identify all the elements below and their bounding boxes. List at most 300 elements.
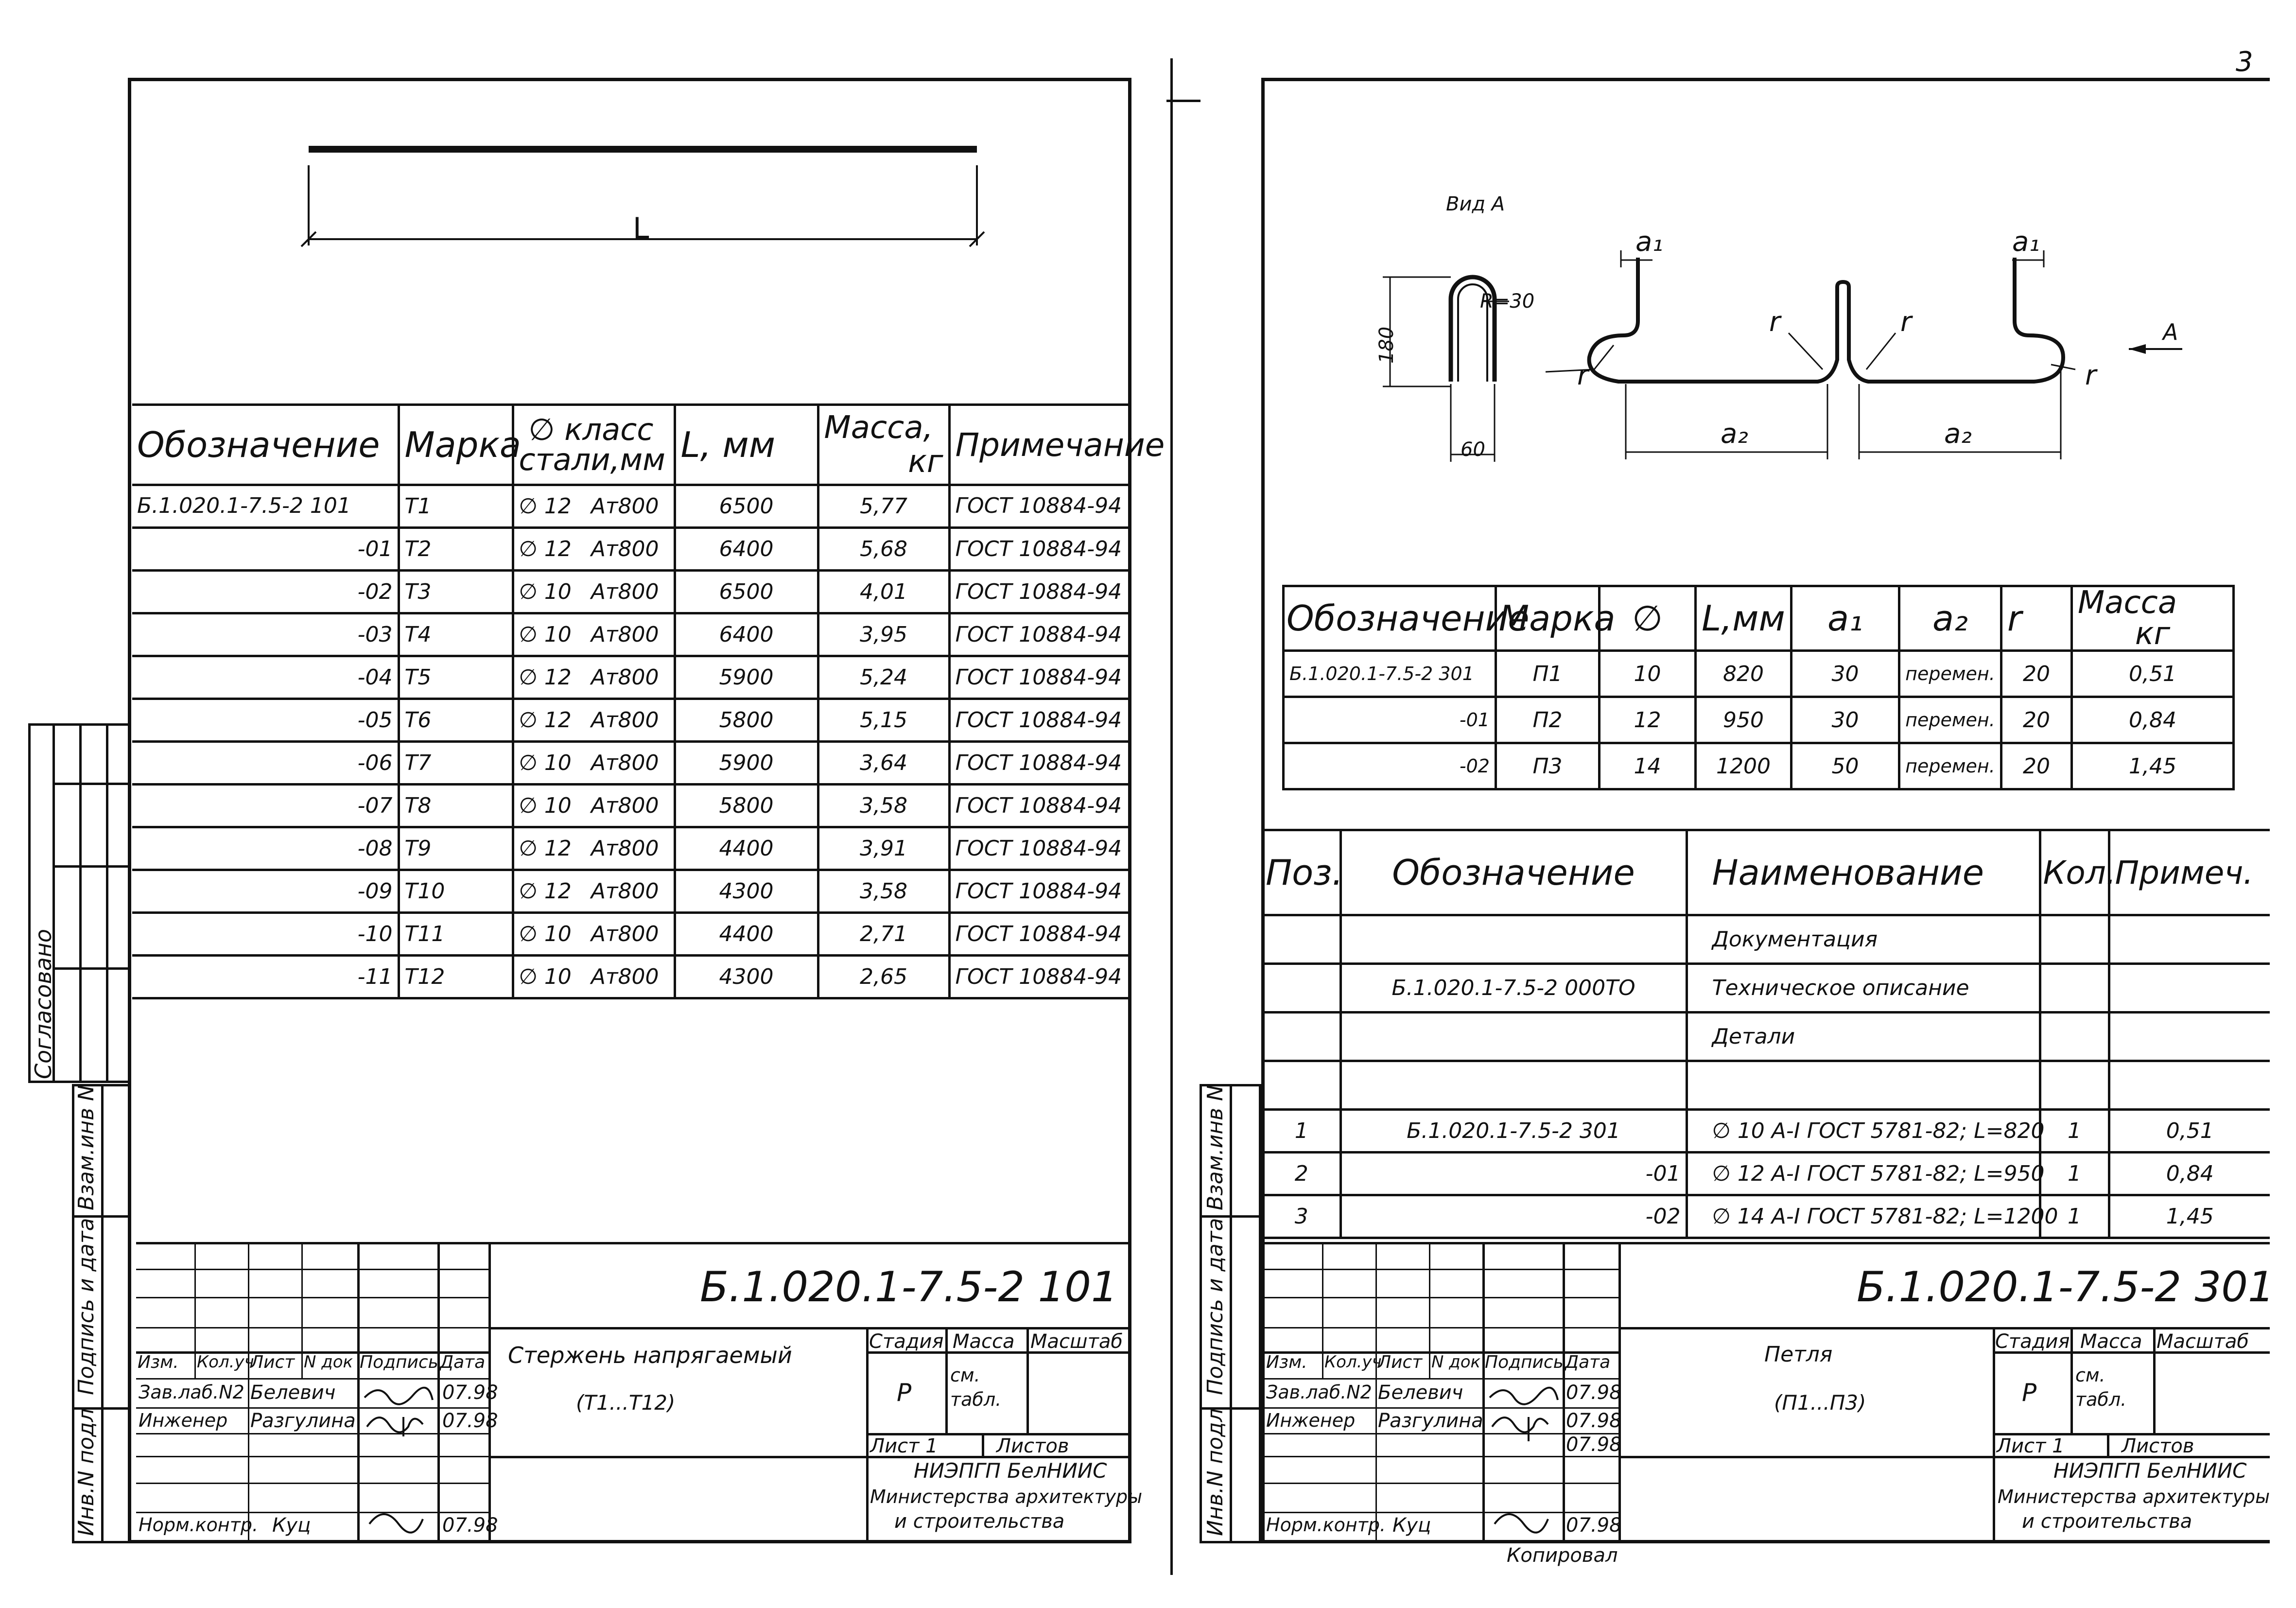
view-label: Вид А [1446, 193, 1505, 215]
dim-180: 180 [1375, 326, 1398, 364]
cell-mass: 5,24 [818, 656, 949, 699]
left-stage-hdr: Стадия [869, 1330, 944, 1353]
col-mark: Марка [399, 405, 513, 485]
approval-box-divider-2 [79, 723, 82, 1083]
table-row [1264, 915, 2270, 964]
left-item-title: Стержень напрягаемый [508, 1342, 792, 1368]
right-sig-row-7 [1264, 1433, 1618, 1434]
cell-steel: Ат800 [591, 793, 659, 818]
cell-dia-steel [513, 913, 675, 956]
cell-mass: 3,64 [818, 742, 949, 785]
left-date3: 07.98 [442, 1514, 498, 1537]
loop-col-mass-line2: кг [2135, 616, 2171, 652]
cell-designation: -07 [132, 785, 399, 827]
bars-table-body [132, 484, 1131, 999]
cell-dia-steel [513, 742, 675, 785]
right-sig-row-2 [1264, 1297, 1618, 1298]
col-dia-class-line1: ∅ класс [528, 412, 654, 447]
spec-cell-name: Техническое описание [1687, 964, 2040, 1013]
col-mass-line1: Масса, [824, 409, 933, 446]
loop-cell-designation: Б.1.020.1-7.5-2 301 [1284, 651, 1496, 697]
cell-note: ГОСТ 10884-94 [949, 485, 1131, 528]
cell-dia: ∅ 12 [519, 494, 572, 519]
left-sheet-label: Лист 1 [870, 1435, 938, 1457]
loop-col-r: r [2001, 586, 2072, 651]
loop-cell-dia: 12 [1600, 697, 1696, 743]
spec-cell-name: Детали [1687, 1013, 2040, 1061]
loop-cell-mark: П2 [1496, 697, 1600, 743]
spec-cell-qty: 1 [2040, 1195, 2109, 1238]
left-tb-sheets-left [982, 1433, 984, 1456]
cell-length: 6400 [675, 613, 818, 656]
left-tb-top [136, 1242, 1131, 1244]
cell-dia-steel [513, 571, 675, 613]
cell-steel: Ат800 [591, 537, 659, 561]
right-mass-val1: см. [2075, 1364, 2105, 1386]
cell-steel: Ат800 [591, 879, 659, 904]
loop-cell-mark: П3 [1496, 743, 1600, 789]
cell-dia: ∅ 10 [519, 922, 572, 946]
cell-note: ГОСТ 10884-94 [949, 571, 1131, 613]
loop-cell-r: 20 [2001, 651, 2072, 697]
spec-cell-qty: 1 [2040, 1110, 2109, 1153]
right-name3: Куц [1392, 1514, 1431, 1537]
cell-note: ГОСТ 10884-94 [949, 913, 1131, 956]
right-sig-row-6 [1264, 1407, 1618, 1409]
right-stage: Р [2022, 1379, 2037, 1407]
cell-mark: Т3 [399, 571, 513, 613]
left-side-stamp-row-1 [72, 1215, 131, 1218]
right-side-stamp-divider [1230, 1084, 1232, 1543]
left-hdr-kol: Кол.уч [197, 1352, 254, 1372]
approval-box-divider-3 [106, 723, 108, 1083]
col-dia-class [513, 405, 675, 485]
spec-cell-note: 0,84 [2109, 1153, 2270, 1195]
dim-60: 60 [1461, 438, 1485, 461]
loop-col-mass-line1: Масса [2078, 585, 2177, 621]
left-sig-col-3 [301, 1242, 303, 1378]
table-row [1284, 651, 2234, 697]
table-row [132, 699, 1131, 742]
right-mass-val2: табл. [2075, 1389, 2127, 1410]
dim-a2-left: a₂ [1721, 418, 1748, 450]
dim-r-2: r [1900, 306, 1912, 338]
right-doc-code: Б.1.020.1-7.5-2 301 [1857, 1263, 2275, 1311]
loop-cell-mark: П1 [1496, 651, 1600, 697]
cell-mass: 5,15 [818, 699, 949, 742]
left-date1: 07.98 [442, 1381, 498, 1404]
right-role1: Зав.лаб.N2 [1266, 1381, 1372, 1403]
cell-dia-steel [513, 785, 675, 827]
left-name2: Разгулина [250, 1410, 356, 1432]
dim-a1-right: a₁ [2012, 226, 2040, 258]
right-stage-hdr: Стадия [1995, 1330, 2070, 1353]
left-date2: 07.98 [442, 1410, 498, 1432]
dim-a2-right: a₂ [1944, 418, 1972, 450]
spec-cell-pos: 1 [1264, 1110, 1340, 1153]
spec-cell-qty: 1 [2040, 1153, 2109, 1195]
right-inv-orig-label: Инв.N подл [1203, 1408, 1228, 1536]
cell-length: 6500 [675, 485, 818, 528]
dim-R: R=30 [1480, 290, 1535, 313]
right-side-stamp-row-1 [1200, 1215, 1261, 1218]
view-arrow-label: А [2163, 319, 2178, 345]
right-role2: Инженер [1266, 1410, 1356, 1431]
left-org1: НИЭПГП БелНИИС [914, 1459, 1107, 1483]
cell-dia: ∅ 10 [519, 964, 572, 989]
table-row [132, 742, 1131, 785]
cell-dia-steel [513, 656, 675, 699]
loop-cell-r: 20 [2001, 743, 2072, 789]
bars-table [132, 403, 1165, 486]
right-tb-code-bottom [1618, 1327, 2270, 1329]
dim-r-1: r [1769, 306, 1781, 338]
cell-mark: Т11 [399, 913, 513, 956]
cell-dia-steel [513, 613, 675, 656]
loop-cell-r: 20 [2001, 697, 2072, 743]
cell-mark: Т4 [399, 613, 513, 656]
spec-cell-name [1687, 1061, 2040, 1110]
table-row [1284, 697, 2234, 743]
left-signatures [360, 1378, 437, 1543]
spec-cell-note [2109, 915, 2270, 964]
cell-steel: Ат800 [591, 494, 659, 519]
inv-orig-label: Инв.N подл [74, 1408, 99, 1536]
sheet-separator [1170, 58, 1173, 1575]
cell-designation: -06 [132, 742, 399, 785]
right-sig-row-9 [1264, 1483, 1618, 1484]
left-org3: и строительства [894, 1510, 1065, 1533]
loop-cell-designation: -02 [1284, 743, 1496, 789]
left-sig-row-1 [136, 1269, 488, 1270]
sign-date-label: Подпись и дата [74, 1218, 99, 1395]
cell-mass: 5,77 [818, 485, 949, 528]
cell-dia-steel [513, 827, 675, 870]
spec-cell-qty [2040, 964, 2109, 1013]
left-doc-code: Б.1.020.1-7.5-2 101 [700, 1263, 1118, 1311]
table-row [132, 613, 1131, 656]
left-tb-code-bottom [488, 1327, 1131, 1329]
col-note: Примечание [949, 405, 1131, 485]
right-sig-col-1 [1322, 1242, 1323, 1378]
cell-note: ГОСТ 10884-94 [949, 742, 1131, 785]
cell-dia: ∅ 12 [519, 665, 572, 690]
right-item-title: Петля [1764, 1342, 1833, 1367]
table-row [132, 571, 1131, 613]
spec-cell-pos: 3 [1264, 1195, 1340, 1238]
table-row [1264, 1110, 2270, 1153]
table-row [132, 870, 1131, 913]
cell-dia: ∅ 12 [519, 879, 572, 904]
cell-mass: 3,58 [818, 870, 949, 913]
cell-note: ГОСТ 10884-94 [949, 956, 1131, 998]
loop-cell-mass: 0,84 [2072, 697, 2234, 743]
cell-dia: ∅ 10 [519, 751, 572, 775]
left-side-stamp-divider [101, 1084, 104, 1543]
table-row [1264, 1153, 2270, 1195]
cell-length: 5800 [675, 699, 818, 742]
cell-dia-steel [513, 485, 675, 528]
loops-table [1282, 585, 2235, 790]
cell-length: 5900 [675, 656, 818, 699]
spec-cell-note [2109, 1061, 2270, 1110]
spec-cell-name: ∅ 14 А-I ГОСТ 5781-82; L=1200 [1687, 1195, 2040, 1238]
spec-table-header [1264, 830, 2270, 915]
right-sheet-tick [1166, 100, 1200, 102]
replace-inv-label: Взам.инв N [74, 1085, 99, 1210]
spec-cell-designation [1340, 1013, 1687, 1061]
cell-designation: -02 [132, 571, 399, 613]
cell-note: ГОСТ 10884-94 [949, 827, 1131, 870]
right-date3: 07.98 [1566, 1514, 1622, 1537]
spec-col-pos: Поз. [1264, 830, 1340, 915]
approval-box-row-2 [52, 865, 131, 868]
spec-cell-pos [1264, 1013, 1340, 1061]
left-role1: Зав.лаб.N2 [139, 1381, 244, 1403]
cell-mark: Т9 [399, 827, 513, 870]
cell-mark: Т10 [399, 870, 513, 913]
right-name2: Разгулина [1378, 1410, 1483, 1432]
cell-mass: 2,65 [818, 956, 949, 998]
right-tb-top [1264, 1242, 2270, 1244]
cell-designation: -08 [132, 827, 399, 870]
cell-note: ГОСТ 10884-94 [949, 656, 1131, 699]
spec-cell-qty [2040, 915, 2109, 964]
cell-length: 4400 [675, 827, 818, 870]
approval-box-row-3 [52, 967, 131, 970]
cell-steel: Ат800 [591, 622, 659, 647]
cell-dia: ∅ 10 [519, 793, 572, 818]
table-row [132, 485, 1131, 528]
right-hdr-list: Лист [1378, 1352, 1423, 1372]
spec-cell-note: 0,51 [2109, 1110, 2270, 1153]
right-signatures [1485, 1378, 1563, 1543]
loop-cell-length: 950 [1696, 697, 1792, 743]
right-sig-row-1 [1264, 1269, 1618, 1270]
spec-cell-name: Документация [1687, 915, 2040, 964]
cell-steel: Ат800 [591, 964, 659, 989]
cell-steel: Ат800 [591, 836, 659, 861]
cell-dia-steel [513, 870, 675, 913]
right-sig-col-5 [1563, 1242, 1565, 1543]
spec-table [1264, 829, 2270, 1239]
left-sig-col-5 [437, 1242, 440, 1543]
cell-dia-steel [513, 699, 675, 742]
loop-cell-a1: 50 [1792, 743, 1899, 789]
loops-table-header [1284, 586, 2234, 651]
right-hdr-date: Дата [1565, 1352, 1611, 1372]
right-sig-row-8 [1264, 1456, 1618, 1457]
right-hdr-sign: Подпись [1485, 1352, 1564, 1372]
bar-length-label: L [633, 211, 649, 245]
approval-box-row-1 [52, 783, 131, 785]
left-tb-scale-left [1026, 1327, 1029, 1433]
left-mass-hdr: Масса [953, 1330, 1015, 1353]
spec-cell-designation [1340, 1061, 1687, 1110]
spec-col-designation: Обозначение [1340, 830, 1687, 915]
cell-designation: -03 [132, 613, 399, 656]
cell-designation: -11 [132, 956, 399, 998]
left-mass-val2: табл. [950, 1389, 1002, 1410]
dim-r-3: r [1577, 360, 1589, 391]
left-name1: Белевич [250, 1381, 336, 1404]
loop-cell-dia: 14 [1600, 743, 1696, 789]
right-replace-inv-label: Взам.инв N [1203, 1085, 1228, 1210]
loop-col-length: L,мм [1696, 586, 1792, 651]
left-role3: Норм.контр. [139, 1514, 259, 1536]
spec-cell-designation: Б.1.020.1-7.5-2 301 [1340, 1110, 1687, 1153]
spec-cell-pos [1264, 964, 1340, 1013]
loop-col-mass [2072, 586, 2234, 651]
cell-mass: 3,95 [818, 613, 949, 656]
cell-designation: -09 [132, 870, 399, 913]
spec-cell-name: ∅ 10 А-I ГОСТ 5781-82; L=820 [1687, 1110, 2040, 1153]
loop-col-dia: ∅ [1600, 586, 1696, 651]
cell-mass: 3,91 [818, 827, 949, 870]
left-name3: Куц [272, 1514, 311, 1537]
cell-dia: ∅ 12 [519, 708, 572, 733]
left-role2: Инженер [139, 1410, 228, 1431]
loop-cell-a1: 30 [1792, 651, 1899, 697]
table-row [132, 785, 1131, 827]
loop-cell-length: 820 [1696, 651, 1792, 697]
loop-col-a2: a₂ [1899, 586, 2001, 651]
table-row [1264, 1061, 2270, 1110]
spec-cell-designation [1340, 915, 1687, 964]
dim-a1-left: a₁ [1635, 226, 1663, 258]
bars-table-header [132, 405, 1131, 485]
cell-length: 6400 [675, 528, 818, 571]
cell-mass: 3,58 [818, 785, 949, 827]
dim-r-4: r [2085, 360, 2097, 391]
right-date2: 07.98 [1566, 1410, 1622, 1432]
left-hdr-izm: Изм. [138, 1352, 179, 1372]
right-sheets-label: Листов [2122, 1435, 2194, 1457]
cell-mark: Т12 [399, 956, 513, 998]
left-tb-mass-left [945, 1327, 948, 1433]
loop-col-a1: a₁ [1792, 586, 1899, 651]
right-item-sub: (П1...П3) [1774, 1391, 1866, 1415]
cell-length: 5800 [675, 785, 818, 827]
table-row [1264, 1195, 2270, 1238]
loop-cell-a2: перемен. [1899, 697, 2001, 743]
cell-designation: -10 [132, 913, 399, 956]
cell-length: 6500 [675, 571, 818, 613]
right-name1: Белевич [1378, 1381, 1463, 1404]
loop-cell-dia: 10 [1600, 651, 1696, 697]
col-designation: Обозначение [132, 405, 399, 485]
cell-mark: Т7 [399, 742, 513, 785]
left-hdr-list: Лист [250, 1352, 295, 1372]
cell-steel: Ат800 [591, 665, 659, 690]
left-item-sub: (Т1...Т12) [576, 1391, 676, 1415]
cell-mark: Т6 [399, 699, 513, 742]
spec-cell-note [2109, 1013, 2270, 1061]
spec-cell-note: 1,45 [2109, 1195, 2270, 1238]
cell-mass: 2,71 [818, 913, 949, 956]
right-org1: НИЭПГП БелНИИС [2053, 1459, 2247, 1483]
table-row [1264, 964, 2270, 1013]
cell-note: ГОСТ 10884-94 [949, 528, 1131, 571]
right-sheet-label: Лист 1 [1997, 1435, 2065, 1457]
cell-dia: ∅ 10 [519, 622, 572, 647]
right-sig-row-3 [1264, 1327, 1618, 1328]
cell-length: 4300 [675, 956, 818, 998]
table-row [132, 827, 1131, 870]
cell-dia-steel [513, 956, 675, 998]
cell-note: ГОСТ 10884-94 [949, 613, 1131, 656]
col-mass-line2: кг [908, 444, 943, 480]
table-row [132, 528, 1131, 571]
left-hdr-doc: N док [304, 1352, 353, 1372]
right-scale-hdr: Масштаб [2157, 1330, 2249, 1353]
right-hdr-doc: N док [1431, 1352, 1481, 1372]
cell-steel: Ат800 [591, 579, 659, 604]
right-tb-mass-left [2070, 1327, 2073, 1433]
left-hdr-date: Дата [440, 1352, 486, 1372]
spec-cell-qty [2040, 1013, 2109, 1061]
spec-cell-pos [1264, 915, 1340, 964]
loop-cell-mass: 1,45 [2072, 743, 2234, 789]
right-org2: Министерства архитектуры [1998, 1486, 2270, 1507]
cell-note: ГОСТ 10884-94 [949, 785, 1131, 827]
table-row [1284, 743, 2234, 789]
cell-length: 4400 [675, 913, 818, 956]
table-row [1264, 1013, 2270, 1061]
loop-drawing [1361, 214, 2211, 467]
right-sig-col-3 [1429, 1242, 1430, 1378]
loop-cell-a2: перемен. [1899, 651, 2001, 697]
spec-cell-note [2109, 964, 2270, 1013]
cell-designation: -04 [132, 656, 399, 699]
cell-dia: ∅ 12 [519, 836, 572, 861]
right-hdr-kol: Кол.уч [1324, 1352, 1382, 1372]
cell-mark: Т5 [399, 656, 513, 699]
right-tb-scale-left [2153, 1327, 2156, 1433]
loop-cell-a1: 30 [1792, 697, 1899, 743]
page-number: 3 [2236, 46, 2253, 78]
left-sig-row-3 [136, 1327, 488, 1328]
table-row [132, 656, 1131, 699]
cell-mark: Т1 [399, 485, 513, 528]
table-row [132, 913, 1131, 956]
spec-cell-designation: Б.1.020.1-7.5-2 000ТО [1340, 964, 1687, 1013]
spec-cell-qty [2040, 1061, 2109, 1110]
table-row [132, 956, 1131, 998]
left-sig-col-1 [194, 1242, 196, 1378]
cell-designation: Б.1.020.1-7.5-2 101 [132, 485, 399, 528]
right-sig-row-5 [1264, 1378, 1618, 1380]
left-org2: Министерства архитектуры [870, 1486, 1143, 1507]
loop-col-designation: Обозначение [1284, 586, 1496, 651]
loop-col-mark: Марка [1496, 586, 1600, 651]
left-mass-val1: см. [950, 1364, 980, 1386]
right-date1: 07.98 [1566, 1381, 1622, 1404]
right-sig-row-10 [1264, 1512, 1618, 1513]
cell-length: 5900 [675, 742, 818, 785]
loop-cell-mass: 0,51 [2072, 651, 2234, 697]
left-sheets-label: Листов [996, 1435, 1069, 1457]
cell-dia: ∅ 12 [519, 537, 572, 561]
loop-cell-designation: -01 [1284, 697, 1496, 743]
cell-mass: 4,01 [818, 571, 949, 613]
right-date2b: 07.98 [1566, 1433, 1622, 1456]
left-stage: Р [897, 1379, 912, 1407]
spec-cell-name: ∅ 12 А-I ГОСТ 5781-82; L=950 [1687, 1153, 2040, 1195]
cell-steel: Ат800 [591, 922, 659, 946]
col-length: L, мм [675, 405, 818, 485]
right-sign-date-label: Подпись и дата [1203, 1218, 1228, 1395]
